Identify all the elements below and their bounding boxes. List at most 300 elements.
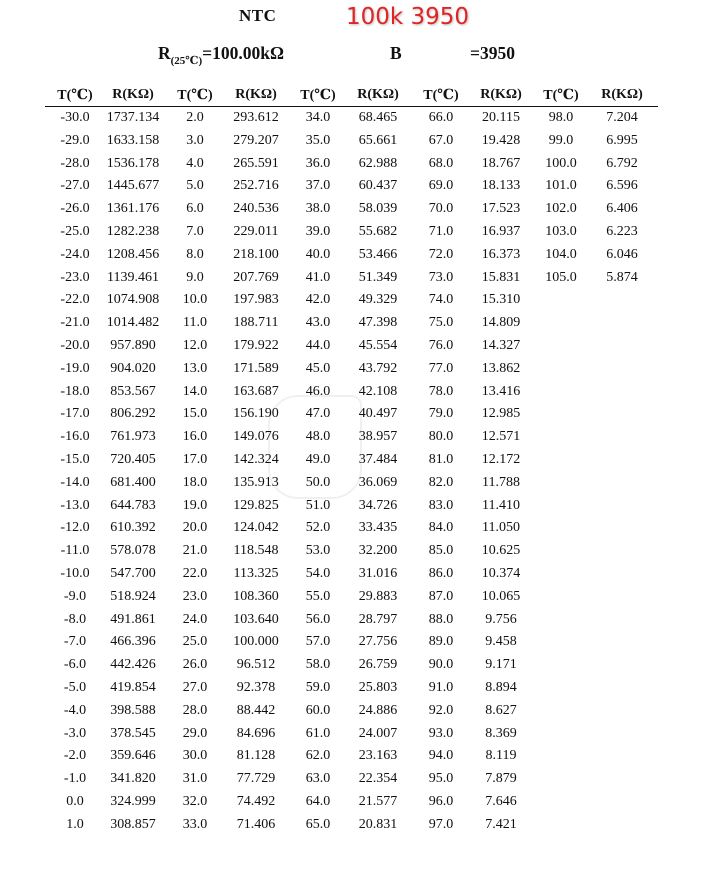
cell-temp: 103.0: [545, 223, 577, 239]
cell-temp: 41.0: [305, 269, 331, 285]
cell-temp: 65.0: [305, 816, 331, 832]
cell-temp: -30.0: [60, 110, 90, 125]
cell-temp: -5.0: [63, 679, 87, 695]
cell-temp: -27.0: [60, 178, 90, 194]
cell-resistance: 6.223: [606, 223, 638, 239]
table-header: [45, 86, 658, 107]
cell-resistance: 156.190: [233, 406, 279, 422]
cell-resistance: 8.119: [485, 748, 517, 764]
cell-temp: 16.0: [182, 429, 208, 445]
cell-resistance: 17.523: [481, 201, 521, 217]
col-header-temp: T(℃): [543, 88, 579, 103]
cell-temp: 35.0: [305, 132, 331, 148]
cell-resistance: 359.646: [110, 748, 156, 764]
table-row: [45, 791, 658, 814]
cell-resistance: 45.554: [358, 337, 398, 353]
cell-resistance: 1737.134: [106, 110, 160, 125]
table-row: [45, 654, 658, 677]
cell-resistance: 100.000: [233, 634, 279, 650]
table-row: [45, 358, 658, 381]
cell-resistance: 74.492: [236, 793, 276, 809]
cell-resistance: 1208.456: [106, 246, 160, 262]
table-row: [45, 472, 658, 495]
cell-resistance: 14.809: [481, 315, 521, 331]
cell-temp: 52.0: [305, 520, 331, 536]
title-model: 100k 3950: [346, 4, 470, 30]
cell-temp: 100.0: [545, 155, 577, 171]
cell-temp: 75.0: [428, 315, 454, 331]
cell-resistance: 47.398: [358, 315, 398, 331]
cell-resistance: 20.831: [358, 816, 398, 832]
cell-resistance: 378.545: [110, 725, 156, 741]
cell-temp: 77.0: [428, 360, 454, 376]
cell-temp: 60.0: [305, 702, 331, 718]
cell-resistance: 163.687: [233, 383, 279, 399]
cell-temp: 74.0: [428, 292, 454, 308]
cell-resistance: 11.788: [482, 474, 520, 490]
cell-temp: 22.0: [182, 565, 208, 581]
cell-resistance: 11.410: [482, 497, 520, 513]
cell-resistance: 118.548: [233, 543, 279, 559]
cell-resistance: 761.973: [110, 429, 156, 445]
resistance-table: [45, 86, 658, 837]
cell-resistance: 12.571: [481, 429, 521, 445]
cell-resistance: 24.007: [358, 725, 398, 741]
cell-resistance: 10.374: [481, 565, 521, 581]
r25-spec: [158, 43, 284, 67]
cell-resistance: 1074.908: [106, 292, 160, 308]
table-row: [45, 403, 658, 426]
cell-resistance: 71.406: [236, 816, 276, 832]
cell-temp: -19.0: [60, 360, 90, 376]
cell-temp: 87.0: [428, 588, 454, 604]
cell-temp: 104.0: [545, 246, 577, 262]
cell-temp: 105.0: [545, 269, 577, 285]
cell-temp: 19.0: [182, 497, 208, 513]
cell-resistance: 36.069: [358, 474, 398, 490]
cell-temp: 45.0: [305, 360, 331, 376]
cell-temp: -1.0: [63, 771, 87, 787]
cell-resistance: 171.589: [233, 360, 279, 376]
cell-resistance: 21.577: [358, 793, 398, 809]
cell-temp: 72.0: [428, 246, 454, 262]
cell-resistance: 578.078: [110, 543, 156, 559]
cell-temp: -12.0: [60, 520, 90, 536]
cell-resistance: 7.204: [606, 110, 638, 125]
r25-label: R: [158, 43, 171, 63]
cell-resistance: 6.046: [606, 246, 638, 262]
cell-temp: 7.0: [186, 223, 204, 239]
table-row: [45, 723, 658, 746]
cell-temp: 76.0: [428, 337, 454, 353]
cell-resistance: 49.329: [358, 292, 398, 308]
cell-resistance: 15.310: [481, 292, 521, 308]
cell-temp: 88.0: [428, 611, 454, 627]
r25-sub: (25℃): [170, 55, 203, 67]
cell-temp: 71.0: [428, 223, 454, 239]
cell-resistance: 1014.482: [106, 315, 160, 331]
cell-resistance: 207.769: [233, 269, 279, 285]
cell-resistance: 27.756: [358, 634, 398, 650]
cell-temp: 57.0: [305, 634, 331, 650]
cell-resistance: 37.484: [358, 451, 398, 467]
cell-temp: 94.0: [428, 748, 454, 764]
cell-temp: 66.0: [428, 110, 454, 125]
cell-resistance: 77.729: [236, 771, 276, 787]
cell-temp: 11.0: [183, 315, 207, 331]
cell-resistance: 68.465: [358, 110, 398, 125]
cell-resistance: 197.983: [233, 292, 279, 308]
cell-resistance: 341.820: [110, 771, 156, 787]
cell-temp: 5.0: [186, 178, 204, 194]
table-row: [45, 814, 658, 837]
cell-temp: -4.0: [63, 702, 87, 718]
table-row: [45, 540, 658, 563]
cell-temp: 44.0: [305, 337, 331, 353]
col-header-resistance: R(KΩ): [480, 87, 522, 102]
cell-resistance: 644.783: [110, 497, 156, 513]
cell-resistance: 279.207: [233, 132, 279, 148]
cell-temp: 21.0: [182, 543, 208, 559]
table-row: [45, 631, 658, 654]
cell-temp: 96.0: [428, 793, 454, 809]
cell-temp: -13.0: [60, 497, 90, 513]
cell-resistance: 65.661: [358, 132, 398, 148]
cell-resistance: 13.416: [481, 383, 521, 399]
cell-resistance: 419.854: [110, 679, 156, 695]
cell-resistance: 518.924: [110, 588, 156, 604]
cell-temp: 63.0: [305, 771, 331, 787]
cell-temp: 23.0: [182, 588, 208, 604]
cell-temp: 70.0: [428, 201, 454, 217]
table-row: [45, 153, 658, 176]
cell-resistance: 28.797: [358, 611, 398, 627]
cell-resistance: 88.442: [236, 702, 276, 718]
cell-temp: -3.0: [63, 725, 87, 741]
cell-resistance: 16.373: [481, 246, 521, 262]
table-row: [45, 107, 658, 130]
cell-resistance: 1445.677: [106, 178, 160, 194]
cell-temp: 84.0: [428, 520, 454, 536]
table-row: [45, 198, 658, 221]
table-row: [45, 175, 658, 198]
cell-resistance: 324.999: [110, 793, 156, 809]
cell-temp: 50.0: [305, 474, 331, 490]
cell-temp: 97.0: [428, 816, 454, 832]
cell-resistance: 33.435: [358, 520, 398, 536]
cell-temp: 93.0: [428, 725, 454, 741]
cell-temp: -25.0: [60, 223, 90, 239]
table-row: [45, 609, 658, 632]
cell-temp: 53.0: [305, 543, 331, 559]
cell-resistance: 38.957: [358, 429, 398, 445]
cell-resistance: 957.890: [110, 337, 156, 353]
cell-temp: 26.0: [182, 657, 208, 673]
cell-temp: 1.0: [66, 816, 84, 832]
cell-resistance: 113.325: [233, 565, 279, 581]
cell-resistance: 14.327: [481, 337, 521, 353]
cell-temp: 58.0: [305, 657, 331, 673]
cell-resistance: 229.011: [233, 223, 279, 239]
cell-temp: 31.0: [182, 771, 208, 787]
cell-resistance: 92.378: [236, 679, 276, 695]
cell-temp: 83.0: [428, 497, 454, 513]
cell-resistance: 12.985: [481, 406, 521, 422]
cell-resistance: 23.163: [358, 748, 398, 764]
table-row: [45, 586, 658, 609]
table-row: [45, 221, 658, 244]
cell-temp: 54.0: [305, 565, 331, 581]
col-header-resistance: R(KΩ): [601, 87, 643, 102]
cell-resistance: 129.825: [233, 497, 279, 513]
cell-temp: 14.0: [182, 383, 208, 399]
cell-temp: 56.0: [305, 611, 331, 627]
cell-resistance: 124.042: [233, 520, 279, 536]
table-row: [45, 267, 658, 290]
cell-temp: 46.0: [305, 383, 331, 399]
cell-resistance: 15.831: [481, 269, 521, 285]
col-header-resistance: R(KΩ): [112, 87, 154, 102]
cell-temp: -11.0: [60, 543, 90, 559]
table-row: [45, 312, 658, 335]
cell-temp: 27.0: [182, 679, 208, 695]
cell-temp: 30.0: [182, 748, 208, 764]
cell-resistance: 904.020: [110, 360, 156, 376]
cell-temp: 55.0: [305, 588, 331, 604]
cell-resistance: 240.536: [233, 201, 279, 217]
cell-resistance: 7.879: [485, 771, 517, 787]
table-row: [45, 289, 658, 312]
cell-temp: 81.0: [428, 451, 454, 467]
cell-temp: 42.0: [305, 292, 331, 308]
cell-temp: 73.0: [428, 269, 454, 285]
table-row: [45, 517, 658, 540]
cell-resistance: 1536.178: [106, 155, 160, 171]
cell-resistance: 308.857: [110, 816, 156, 832]
cell-resistance: 9.458: [485, 634, 517, 650]
cell-resistance: 81.128: [236, 748, 276, 764]
cell-resistance: 25.803: [358, 679, 398, 695]
table-row: [45, 495, 658, 518]
cell-resistance: 11.050: [482, 520, 520, 536]
cell-resistance: 806.292: [110, 406, 156, 422]
cell-temp: 29.0: [182, 725, 208, 741]
cell-temp: 39.0: [305, 223, 331, 239]
table-row: [45, 563, 658, 586]
cell-temp: 49.0: [305, 451, 331, 467]
cell-temp: 12.0: [182, 337, 208, 353]
table-row: [45, 381, 658, 404]
cell-resistance: 20.115: [482, 110, 520, 125]
cell-temp: -24.0: [60, 246, 90, 262]
cell-resistance: 31.016: [358, 565, 398, 581]
cell-resistance: 135.913: [233, 474, 279, 490]
cell-temp: 28.0: [182, 702, 208, 718]
cell-resistance: 188.711: [233, 315, 279, 331]
cell-temp: 34.0: [305, 110, 331, 125]
cell-resistance: 442.426: [110, 657, 156, 673]
col-header-temp: T(℃): [57, 88, 93, 103]
cell-temp: 80.0: [428, 429, 454, 445]
cell-temp: 4.0: [186, 155, 204, 171]
cell-temp: 3.0: [186, 132, 204, 148]
cell-resistance: 6.596: [606, 178, 638, 194]
cell-resistance: 466.396: [110, 634, 156, 650]
cell-temp: 91.0: [428, 679, 454, 695]
cell-resistance: 547.700: [110, 565, 156, 581]
cell-resistance: 96.512: [236, 657, 276, 673]
col-header-temp: T(℃): [300, 88, 336, 103]
cell-temp: 82.0: [428, 474, 454, 490]
cell-temp: 68.0: [428, 155, 454, 171]
cell-temp: 25.0: [182, 634, 208, 650]
cell-temp: 51.0: [305, 497, 331, 513]
cell-resistance: 149.076: [233, 429, 279, 445]
cell-temp: 102.0: [545, 201, 577, 217]
cell-resistance: 6.792: [606, 155, 638, 171]
table-row: [45, 745, 658, 768]
col-header-resistance: R(KΩ): [357, 87, 399, 102]
cell-temp: 47.0: [305, 406, 331, 422]
cell-temp: -17.0: [60, 406, 90, 422]
cell-temp: 86.0: [428, 565, 454, 581]
cell-temp: 99.0: [548, 132, 574, 148]
cell-temp: -9.0: [63, 588, 87, 604]
cell-resistance: 265.591: [233, 155, 279, 171]
cell-temp: 78.0: [428, 383, 454, 399]
cell-temp: 98.0: [548, 110, 574, 125]
table-row: [45, 335, 658, 358]
cell-resistance: 8.369: [485, 725, 517, 741]
cell-resistance: 1633.158: [106, 132, 160, 148]
cell-resistance: 24.886: [358, 702, 398, 718]
cell-resistance: 32.200: [358, 543, 398, 559]
col-header-temp: T(℃): [177, 88, 213, 103]
cell-temp: -14.0: [60, 474, 90, 490]
cell-temp: 18.0: [182, 474, 208, 490]
cell-resistance: 18.767: [481, 155, 521, 171]
cell-resistance: 19.428: [481, 132, 521, 148]
cell-temp: 67.0: [428, 132, 454, 148]
cell-resistance: 179.922: [233, 337, 279, 353]
cell-resistance: 491.861: [110, 611, 156, 627]
cell-temp: -7.0: [63, 634, 87, 650]
cell-resistance: 6.995: [606, 132, 638, 148]
cell-resistance: 218.100: [233, 246, 279, 262]
col-header-temp: T(℃): [423, 88, 459, 103]
table-body: [45, 107, 658, 837]
cell-temp: 36.0: [305, 155, 331, 171]
table-row: [45, 449, 658, 472]
cell-temp: 33.0: [182, 816, 208, 832]
table-row: [45, 426, 658, 449]
cell-temp: 0.0: [66, 793, 84, 809]
cell-resistance: 42.108: [358, 383, 398, 399]
cell-temp: 20.0: [182, 520, 208, 536]
cell-resistance: 681.400: [110, 474, 156, 490]
cell-resistance: 9.756: [485, 611, 517, 627]
table-row: [45, 244, 658, 267]
b-label: B: [390, 43, 402, 63]
cell-resistance: 40.497: [358, 406, 398, 422]
cell-resistance: 720.405: [110, 451, 156, 467]
cell-resistance: 853.567: [110, 383, 156, 399]
cell-temp: 32.0: [182, 793, 208, 809]
cell-resistance: 29.883: [358, 588, 398, 604]
cell-temp: 101.0: [545, 178, 577, 194]
cell-temp: 89.0: [428, 634, 454, 650]
cell-resistance: 610.392: [110, 520, 156, 536]
cell-temp: 15.0: [182, 406, 208, 422]
cell-resistance: 252.716: [233, 178, 279, 194]
cell-temp: -22.0: [60, 292, 90, 308]
cell-temp: 61.0: [305, 725, 331, 741]
cell-resistance: 55.682: [358, 223, 398, 239]
title-ntc: NTC: [239, 6, 277, 25]
cell-temp: -10.0: [60, 565, 90, 581]
cell-resistance: 18.133: [481, 178, 521, 194]
cell-resistance: 293.612: [233, 110, 279, 125]
r25-value: =100.00kΩ: [202, 43, 284, 63]
cell-resistance: 5.874: [606, 269, 638, 285]
cell-resistance: 58.039: [358, 201, 398, 217]
cell-temp: 95.0: [428, 771, 454, 787]
cell-resistance: 62.988: [358, 155, 398, 171]
cell-temp: 85.0: [428, 543, 454, 559]
cell-temp: 17.0: [182, 451, 208, 467]
cell-temp: 24.0: [182, 611, 208, 627]
table-row: [45, 768, 658, 791]
cell-temp: 13.0: [182, 360, 208, 376]
cell-temp: -23.0: [60, 269, 90, 285]
table-row: [45, 700, 658, 723]
cell-resistance: 7.646: [485, 793, 517, 809]
cell-temp: -15.0: [60, 451, 90, 467]
cell-resistance: 34.726: [358, 497, 398, 513]
cell-temp: -2.0: [63, 748, 87, 764]
cell-temp: -16.0: [60, 429, 90, 445]
cell-temp: 48.0: [305, 429, 331, 445]
cell-temp: 38.0: [305, 201, 331, 217]
cell-resistance: 60.437: [358, 178, 398, 194]
cell-resistance: 22.354: [358, 771, 398, 787]
cell-temp: -28.0: [60, 155, 90, 171]
cell-resistance: 142.324: [233, 451, 279, 467]
cell-temp: 9.0: [186, 269, 204, 285]
col-header-resistance: R(KΩ): [235, 87, 277, 102]
cell-resistance: 10.625: [481, 543, 521, 559]
cell-resistance: 7.421: [485, 816, 517, 832]
cell-temp: 6.0: [186, 201, 204, 217]
cell-resistance: 1282.238: [106, 223, 160, 239]
cell-resistance: 9.171: [485, 657, 517, 673]
cell-resistance: 12.172: [481, 451, 521, 467]
cell-resistance: 43.792: [358, 360, 398, 376]
cell-temp: -29.0: [60, 132, 90, 148]
cell-resistance: 103.640: [233, 611, 279, 627]
cell-resistance: 8.627: [485, 702, 517, 718]
cell-temp: 69.0: [428, 178, 454, 194]
cell-resistance: 398.588: [110, 702, 156, 718]
cell-resistance: 16.937: [481, 223, 521, 239]
cell-resistance: 13.862: [481, 360, 521, 376]
cell-temp: -18.0: [60, 383, 90, 399]
cell-temp: 62.0: [305, 748, 331, 764]
cell-resistance: 10.065: [481, 588, 521, 604]
cell-temp: 79.0: [428, 406, 454, 422]
cell-temp: -8.0: [63, 611, 87, 627]
table-row: [45, 130, 658, 153]
